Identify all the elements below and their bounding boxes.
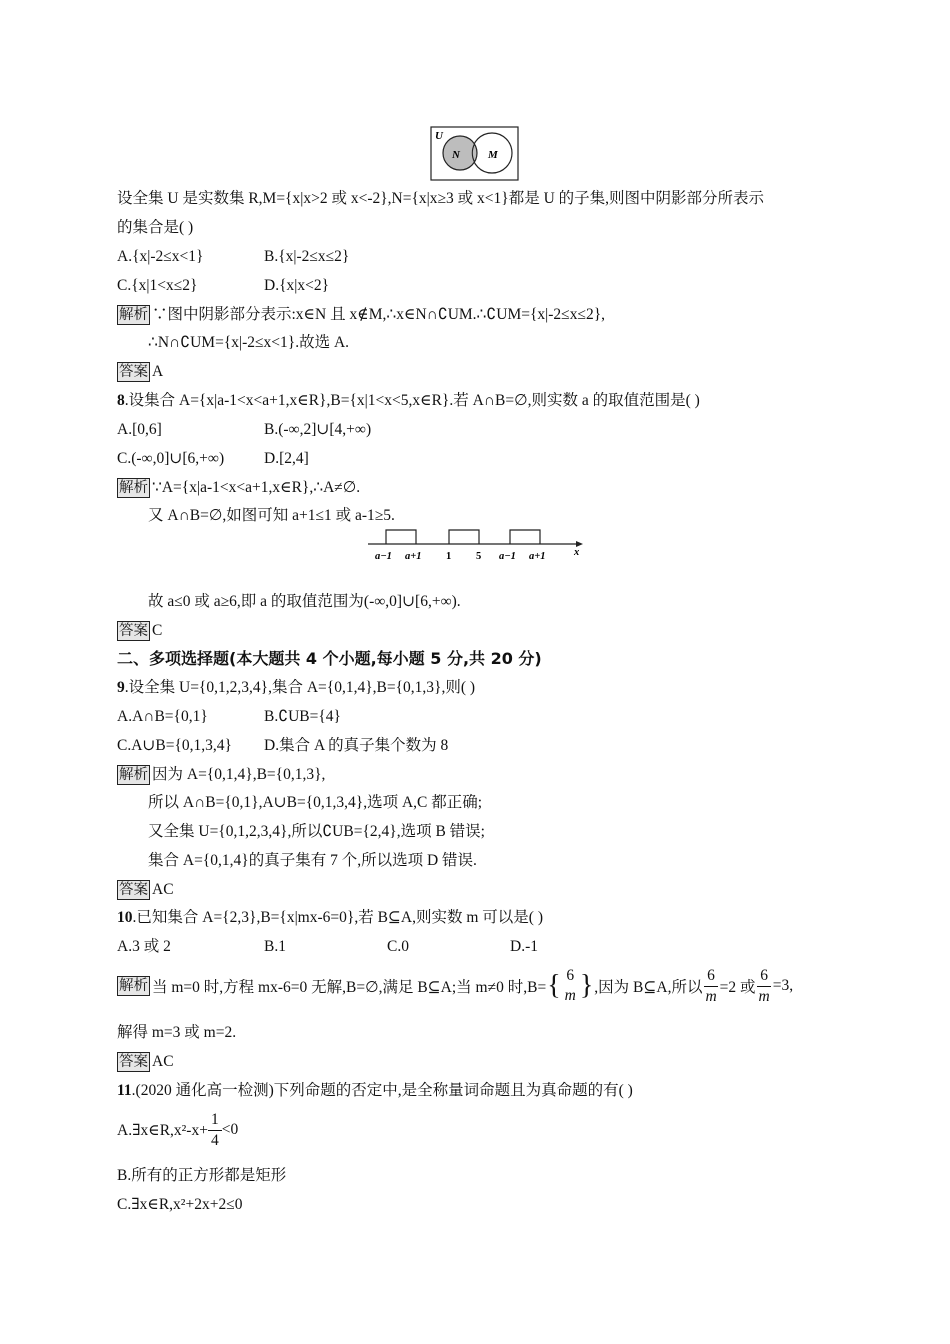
q10-option-d: D.-1 <box>510 938 538 955</box>
fraction-denominator: 4 <box>210 1131 219 1149</box>
q10-analysis-mid: ,因为 B⊆A,所以 <box>594 979 703 996</box>
venn-u-label: U <box>435 130 443 142</box>
nl-label-a-plus-1-right: a+1 <box>529 551 546 562</box>
q10-option-a: A.3 或 2 <box>117 938 171 955</box>
fraction-numerator: 6 <box>704 966 718 987</box>
q7-option-d: D.{x|x<2} <box>264 277 330 294</box>
analysis-tag: 解析 <box>119 767 148 783</box>
answer-tag: 答案 <box>119 364 148 380</box>
q10-analysis-line2: 解得 m=3 或 m=2. <box>117 1024 237 1041</box>
q7-option-c: C.{x|1<x≤2} <box>117 277 198 294</box>
q10-number: 10 <box>117 909 133 926</box>
q7-option-b: B.{x|-2≤x≤2} <box>264 248 350 265</box>
q11-stem-text: .(2020 通化高一检测)下列命题的否定中,是全称量词命题且为真命题的有( ) <box>131 1082 633 1099</box>
q8-option-d: D.[2,4] <box>264 450 309 467</box>
fraction-denominator: m <box>705 987 717 1005</box>
q10-stem-text: .已知集合 A={2,3},B={x|mx-6=0},若 B⊆A,则实数 m 可以是( ) <box>132 909 543 926</box>
q9-stem-text: .设全集 U={0,1,2,3,4},集合 A={0,1,4},B={0,1,3},则( ) <box>124 679 476 696</box>
q8-stem-text: .设集合 A={x|a-1<x<a+1,x∈R},B={x|1<x<5,x∈R}.若 A∩B=∅,则实数 a 的取值范围是( ) <box>124 392 700 409</box>
venn-diagram <box>430 126 520 182</box>
q10-analysis-eq1: =2 或 <box>719 979 756 996</box>
q11-option-b: B.所有的正方形都是矩形 <box>117 1167 287 1184</box>
q9-option-d: D.集合 A 的真子集个数为 8 <box>264 737 449 754</box>
fraction-denominator: m <box>758 987 770 1005</box>
nl-label-5: 5 <box>476 551 482 562</box>
q9-analysis-line2: 所以 A∩B={0,1},A∪B={0,1,3,4},选项 A,C 都正确; <box>148 794 483 811</box>
nl-label-a-plus-1: a+1 <box>405 551 422 562</box>
nl-axis-label: x <box>574 547 580 558</box>
q7-answer <box>117 362 163 382</box>
q10-analysis-pre: 当 m=0 时,方程 mx-6=0 无解,B=∅,满足 B⊆A;当 m≠0 时,B= <box>152 979 547 996</box>
venn-m-label: M <box>488 149 498 161</box>
q10-analysis-eq2: =3, <box>772 977 794 994</box>
q10-answer <box>117 1052 174 1072</box>
answer-tag: 答案 <box>119 623 148 639</box>
q8-options-row2 <box>117 449 817 469</box>
q10-option-c: C.0 <box>387 938 409 955</box>
fraction-numerator: 6 <box>757 966 771 987</box>
q8-stem <box>117 391 700 411</box>
q7-stem-line2: 的集合是( ) <box>117 219 194 236</box>
q10-stem <box>117 908 543 928</box>
q9-analysis-line4: 集合 A={0,1,4}的真子集有 7 个,所以选项 D 错误. <box>148 852 477 869</box>
q7-option-a: A.{x|-2≤x<1} <box>117 248 204 265</box>
q8-number: 8 <box>117 392 125 409</box>
q9-option-b: B.∁UB={4} <box>264 708 341 725</box>
q8-answer <box>117 621 162 641</box>
q9-answer-value: AC <box>152 881 174 898</box>
fraction-numerator: 6 <box>566 967 575 984</box>
q10-option-b: B.1 <box>264 938 286 955</box>
analysis-tag: 解析 <box>119 480 148 496</box>
q10-answer-value: AC <box>152 1053 174 1070</box>
nl-label-a-minus-1: a−1 <box>375 551 392 562</box>
q8-option-b: B.(-∞,2]∪[4,+∞) <box>264 421 372 438</box>
q9-analysis <box>117 765 325 785</box>
q9-option-a: A.A∩B={0,1} <box>117 708 208 725</box>
q10-options-row <box>117 937 817 957</box>
q10-analysis <box>117 963 793 1009</box>
nl-label-1: 1 <box>446 551 452 562</box>
q9-number: 9 <box>117 679 125 696</box>
q9-answer <box>117 880 174 900</box>
q11-number: 11 <box>117 1082 132 1099</box>
q11-option-a-pre: A.∃x∈R,x²-x+ <box>117 1121 208 1139</box>
set-brace-left: { <box>547 970 561 1001</box>
section-heading: 二、多项选择题(本大题共 4 个小题,每小题 5 分,共 20 分) <box>117 649 542 668</box>
q7-stem-line1: 设全集 U 是实数集 R,M={x|x>2 或 x<-2},N={x|x≥3 或 x<1}都是 U 的子集,则图中阴影部分所表示 <box>117 190 765 207</box>
q8-option-a: A.[0,6] <box>117 421 162 438</box>
fraction-6-over-m <box>756 966 773 1007</box>
answer-tag: 答案 <box>119 882 148 898</box>
fraction-numerator: 1 <box>208 1110 222 1131</box>
q9-options-row2 <box>117 736 817 756</box>
number-line-diagram <box>364 524 590 566</box>
q8-analysis-line2: 又 A∩B=∅,如图可知 a+1≤1 或 a-1≥5. <box>148 507 395 524</box>
q7-answer-value: A <box>152 363 164 380</box>
q9-stem <box>117 678 475 698</box>
venn-n-label: N <box>452 149 460 161</box>
q11-option-c: C.∃x∈R,x²+2x+2≤0 <box>117 1196 243 1213</box>
q8-answer-value: C <box>152 622 163 639</box>
set-brace-right: } <box>579 970 594 1001</box>
q8-analysis-line3: 故 a≤0 或 a≥6,即 a 的取值范围为(-∞,0]∪[6,+∞). <box>148 593 461 610</box>
q11-option-a <box>117 1107 238 1153</box>
q7-analysis <box>117 305 605 325</box>
q9-analysis-line3: 又全集 U={0,1,2,3,4},所以∁UB={2,4},选项 B 错误; <box>148 823 485 840</box>
q9-analysis-line1: 因为 A={0,1,4},B={0,1,3}, <box>152 766 326 783</box>
q7-options-row1 <box>117 247 817 267</box>
q9-options-row1 <box>117 707 817 727</box>
analysis-tag: 解析 <box>119 307 148 323</box>
fraction-6-over-m <box>702 966 719 1007</box>
fraction-denominator: m <box>564 987 576 1004</box>
q8-option-c: C.(-∞,0]∪[6,+∞) <box>117 450 225 467</box>
q7-options-row2 <box>117 276 817 296</box>
q11-option-a-post: <0 <box>221 1121 239 1138</box>
analysis-tag: 解析 <box>119 978 148 994</box>
q8-options-row1 <box>117 420 817 440</box>
answer-tag: 答案 <box>119 1054 148 1070</box>
q8-analysis-line1: ∵A={x|a-1<x<a+1,x∈R},∴A≠∅. <box>152 479 361 496</box>
fraction-1-over-4 <box>208 1110 222 1151</box>
q7-analysis-line2: ∴N∩∁UM={x|-2≤x<1}.故选 A. <box>148 334 350 351</box>
nl-label-a-minus-1-right: a−1 <box>499 551 516 562</box>
q9-option-c: C.A∪B={0,1,3,4} <box>117 737 232 754</box>
q11-stem <box>117 1081 633 1101</box>
q7-analysis-line1: ∵图中阴影部分表示:x∈N 且 x∉M,∴x∈N∩∁UM.∴∁UM={x|-2≤x≤2}, <box>152 306 606 323</box>
fraction-6-over-m <box>562 966 579 1006</box>
q8-analysis <box>117 478 360 498</box>
